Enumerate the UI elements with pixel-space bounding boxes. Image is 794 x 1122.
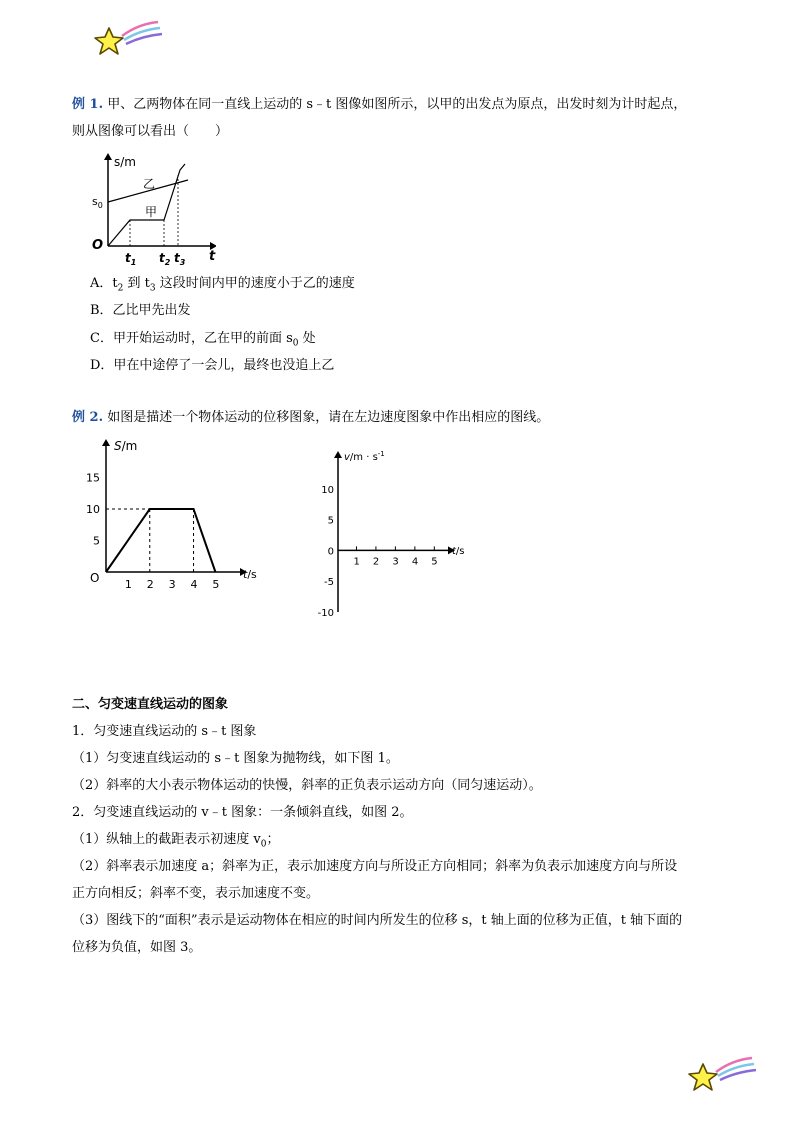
ex1-question-line2: 则从图像可以看出（ ） [72,124,229,139]
ex1-question-line1 [72,96,686,114]
chart2-x-ticks [353,546,437,567]
section2-s2-2b: 正方向相反；斜率不变，表示加速度不变。 [72,886,320,901]
chart2-y-tick-label: 5 [327,515,334,527]
chart1-series-line [106,509,215,572]
section2-s2-2a: （2）斜率表示加速度 a；斜率为正，表示加速度方向与所设正方向相同；斜率为负表示加速度方向与所设 [72,859,678,874]
chart2-x-tick-label: 2 [372,556,380,568]
chart2-y-tick-label: -10 [317,608,334,619]
chart1-y-ticks [86,472,100,548]
section2-title: 二、匀变速直线运动的图象 [72,697,229,712]
shooting-star-icon-bottom [686,1054,758,1096]
chart2-y-label: $v/m \cdot s^{-1}$ [344,450,385,463]
chart1-y-tick-label: 5 [93,534,100,548]
chart2-x-label: t/s [452,546,465,557]
ex1-option-a: A．$t_2$ 到 $t_3$ 这段时间内甲的速度小于乙的速度 [90,276,355,294]
ex1-option-d: D．甲在中途停了一会儿，最终也没追上乙 [90,358,335,373]
line-yi-label: 乙 [143,177,156,191]
ex2-velocity-chart [306,440,476,620]
chart2-x-tick-label: 3 [392,556,399,568]
chart2-y-tick-label: 10 [321,484,334,496]
section2-s2: 2．匀变速直线运动的 v﹣t 图象：一条倾斜直线，如图 2。 [72,805,413,820]
chart1-x-tick-label: 5 [212,578,220,591]
chart1-origin: O [90,571,100,585]
s0-label: $s_0$ [92,195,103,210]
section2-s1: 1．匀变速直线运动的 s﹣t 图象 [72,724,257,739]
origin-label: O [92,238,104,253]
y-axis-arrow [104,153,112,160]
chart2-x-tick-label: 1 [353,556,360,568]
ex1-option-b: B．乙比甲先出发 [90,303,191,318]
chart1-y-tick-label: 10 [86,503,100,516]
ex1-option-c: C．甲开始运动时，乙在甲的前面 $s_0$ 处 [90,331,316,349]
ex1-st-graph [86,150,216,268]
chart2-x-tick-label: 4 [411,556,419,568]
section2-s1-2: （2）斜率的大小表示物体运动的快慢，斜率的正负表示运动方向（同匀速运动）。 [72,778,542,793]
chart1-y-tick-label: 15 [86,471,100,485]
chart2-y-tick-label: -5 [324,577,334,589]
chart2-y-axis-arrow [334,451,342,458]
section2-s2-3b: 位移为负值，如图 3。 [72,940,202,955]
ex2-question-line [72,409,549,427]
section2-s2-3a: （3）图线下的“面积”表示是运动物体在相应的时间内所发生的位移 s，t 轴上面的位移为正值，t 轴下面的 [72,913,683,928]
t3-label: $t_3$ [174,251,186,267]
ex2-displacement-chart [80,432,270,592]
chart1-y-label: S/m [114,439,138,453]
ex1-question: 甲、乙两物体在同一直线上运动的 s﹣t 图像如图所示，以甲的出发点为原点，出发时刻为计时起点， [107,97,687,112]
y-axis-label: s/m [114,155,136,169]
chart2-axes [334,451,455,612]
chart1-x-tick-label: 4 [190,578,198,591]
chart2-y-tick-label: 0 [327,546,334,558]
section2-s2-1: （1）纵轴上的截距表示初速度 $v_0$； [72,832,280,850]
chart1-x-label: t/s [243,568,257,581]
line-jia-label: 甲 [145,205,158,219]
chart2-x-tick-label: 5 [431,556,438,568]
section2-s1-1: （1）匀变速直线运动的 s﹣t 图象为抛物线，如下图 1。 [72,751,399,766]
chart1-x-tick-label: 2 [146,578,154,591]
x-axis-label: t [209,249,216,264]
ex2-question: 如图是描述一个物体运动的位移图象，请在左边速度图象中作出相应的图线。 [107,410,550,425]
chart1-guides [106,509,194,572]
ex2-label: 例 2. [72,410,104,425]
shooting-star-icon [92,18,164,60]
chart1-x-tick-label: 3 [168,578,176,591]
chart1-x-tick-label: 1 [124,578,132,591]
ex1-label: 例 1. [72,97,104,112]
t2-label: $t_2$ [159,251,171,267]
t1-label: $t_1$ [125,251,137,267]
chart1-y-axis-arrow [102,439,110,446]
chart1-x-ticks [125,578,220,591]
chart1-axes [102,439,247,576]
chart2-y-ticks [318,485,334,619]
